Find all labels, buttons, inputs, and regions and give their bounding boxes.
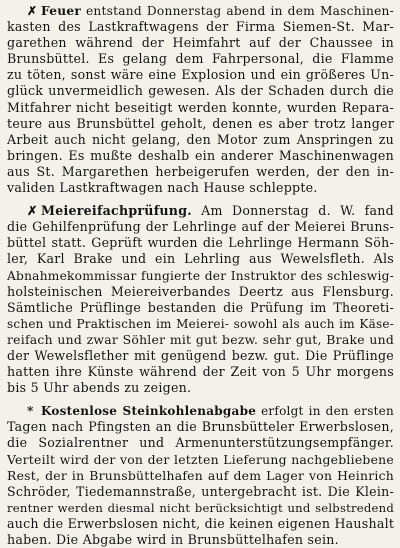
article-line: Schröder, Tiedemannstraße, untergebracht ist. Die Klein- <box>7 483 394 499</box>
article-line: auch die Erwerbslosen nicht, die keinen eigenen Haushalt <box>7 515 394 531</box>
article-heading: Meiereifachprüfung. <box>41 203 192 219</box>
article-first-line <box>7 403 394 419</box>
article-line: Tagen nach Pfingsten an die Brunsbütteler Erwerbslosen, <box>7 419 394 435</box>
article-line: bis 5 Uhr abends zu zeigen. <box>7 380 192 396</box>
article-line: Sämtliche Prüflinge bestanden die Prüfung im Theoreti- <box>7 299 394 315</box>
article-text: erfolgt in den ersten <box>256 404 394 419</box>
article-line: garethen während der Heimfahrt auf der Chaussee in <box>7 35 394 51</box>
article-heading: Kostenlose Steinkohlenabgabe <box>41 404 257 419</box>
article-text: entstand Donnerstag abend in dem Maschinen- <box>81 4 394 18</box>
article-line: büttel statt. Geprüft wurden die Lehrlinge Hermann Söh- <box>7 235 394 251</box>
article-line: rentner werden diesmal nicht berücksichtigt und selbstredend <box>7 500 394 515</box>
article-line: Rest, der in Brunsbüttelhafen auf dem Lager von Heinrich <box>7 467 394 483</box>
article-line: Brunsbüttel. Es gelang dem Fahrpersonal, die Flamme <box>7 51 394 67</box>
article-first-line <box>7 3 394 19</box>
article-line: validen Lastkraftwagen nach Hause schleppte. <box>7 180 318 196</box>
article-line: Arbeit auch nicht gelang, den Motor zum Anspringen zu <box>7 131 394 147</box>
article-line: zu töten, sonst wäre eine Explosion und ein größeres Un- <box>7 67 394 83</box>
article-line: Mitfahrer nicht beseitigt werden konnte, wurden Repara- <box>7 99 394 115</box>
article-line: hatten ihre Künste während der Zeit von 5 Uhr morgens <box>7 364 394 380</box>
article-line: die Sozialrentner und Armenunterstützungsempfänger. <box>7 435 394 451</box>
article-steinkohlenabgabe <box>7 403 394 548</box>
article-text: Am Donnerstag d. W. fand <box>191 203 394 219</box>
article-line: bringen. Es mußte deshalb ein anderer Maschinenwagen <box>7 147 394 163</box>
article-line: haben. Die Abgabe wird in Brunsbüttelhafen sein. <box>7 532 339 547</box>
article-line: reifach und zwar Söhler mit gut bezw. sehr gut, Brake und <box>7 331 394 347</box>
article-meiereifachpruefung <box>7 203 394 396</box>
article-line: glück unvermeidlich gewesen. Als der Schaden durch die <box>7 83 394 99</box>
article-line: aus St. Margarethen herbeigerufen werden, der den in- <box>7 163 394 179</box>
article-line: ler, Karl Brake und ein Lehrling aus Wewelsfleth. Als <box>7 251 394 267</box>
article-line: Verteilt wird der von der letzten Lieferung nachgebliebene <box>7 451 394 467</box>
article-line: Abnahmekommissar fungierte der Instruktor des schleswig- <box>7 268 394 283</box>
article-marker: ✗ <box>27 203 38 219</box>
article-heading: Feuer <box>41 4 81 18</box>
article-line: schen und Praktischen im Meierei- sowohl als auch im Käse- <box>7 316 394 331</box>
article-line: die Gehilfenprüfung der Lehrlinge auf der Meierei Bruns- <box>7 219 394 235</box>
article-line: der Wewelsflether mit genügend bezw. gut. Die Prüflinge <box>7 347 394 363</box>
article-line: holsteinischen Meiereiverbandes Deertz aus Flensburg. <box>7 283 394 299</box>
article-feuer <box>7 3 394 196</box>
article-marker: * <box>27 404 34 419</box>
article-marker: ✗ <box>27 4 38 18</box>
article-first-line <box>7 203 394 219</box>
article-line: teure aus Brunsbüttel geholt, denen es aber trotz langer <box>7 115 394 131</box>
article-line: kasten des Lastkraftwagens der Firma Siemen-St. Mar- <box>7 19 394 35</box>
